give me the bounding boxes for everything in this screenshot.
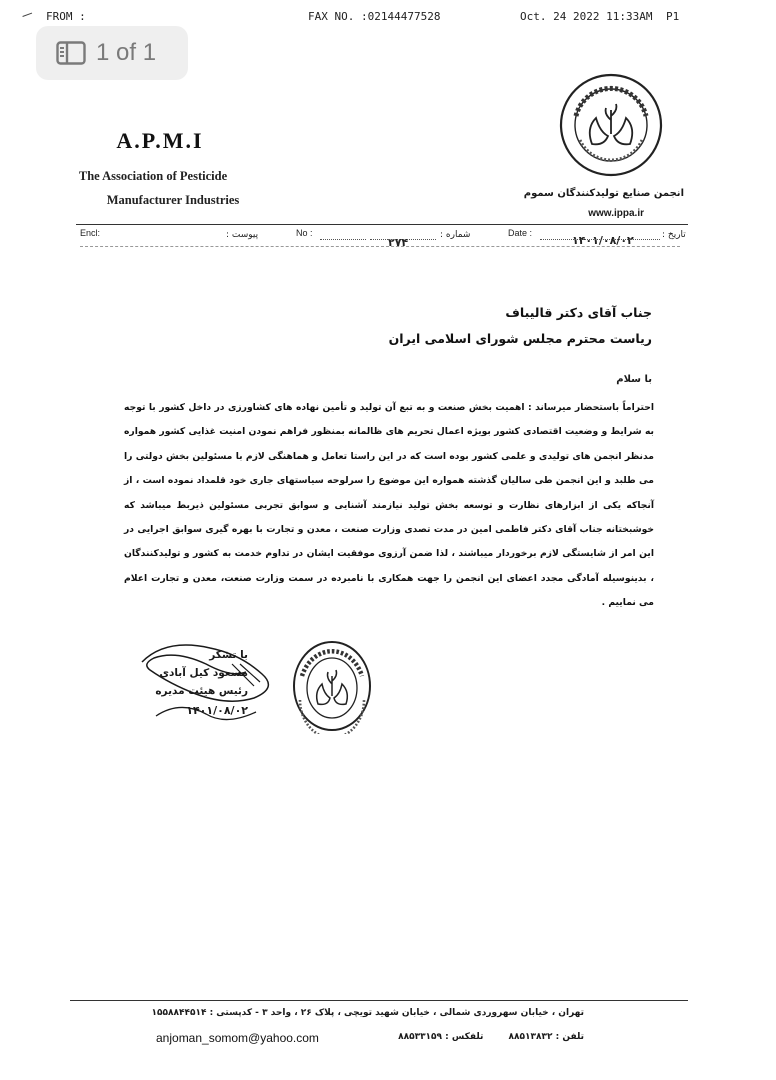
org-name (0, 164, 320, 212)
footer-email[interactable]: anjoman_somom@yahoo.com (156, 1031, 319, 1045)
recipient-title: ریاست محترم مجلس شورای اسلامی ایران (388, 331, 652, 346)
encl-label-fa: پیوست : (226, 230, 259, 240)
letter-date: ۱۴۰۱/۰۸/۰۲ (572, 234, 634, 247)
page-indicator-text: 1 of 1 (96, 39, 157, 66)
letter-body: احتراماً باستحضار میرساند : اهمیت بخش صنعت و به تبع آن تولید و تأمین نهاده های کشاورزی در داخل کشور با توجه به شرایط و وضعیت اقتصادی کشور بویژه اعمال تحریم های ظالمانه بمنظور فراهم نمودن امنیت غذایی کشور همواره مدنظر انجمن های تولیدی و علمی کشور بوده است که در این راستا تعامل و هماهنگی لازم با مسئولین بخش دولتی را می طلبد و این انجمن طی سالیان گذشته همواره این موضوع را سرلوحه سیاستهای جاری خود قلمداد نموده است ، از آنجاکه یکی از ابزارهای نظارت و توسعه بخش تولید نیازمند آشنایی و سوابق تجربی مسئولین ذیربط میباشد که خوشبختانه جناب آقای دکتر فاطمی امین در مدت تصدی وزارت صنعت ، معدن و تجارت با بهره گیری سوابق اجرایی در این امر از شایستگی لازم برخوردار میباشند ، لذا ضمن آرزوی موفقیت ایشان در تداوم خدمت به کشور و تولیدکنندگان ، بدینوسیله آمادگی مجدد اعضای این انجمن را جهت همکاری با نامبرده در سمت وزارت صنعت، معدن و تجارت اعلام می نماییم . (124, 402, 654, 609)
org-website: www.ippa.ir (588, 208, 644, 219)
header-divider (76, 224, 688, 225)
fax-from-label: FROM : (46, 10, 86, 23)
number-dots (320, 239, 366, 240)
number-label-fa: شماره : (440, 230, 471, 240)
footer-phone: تلفن : ۸۸۵۱۳۸۳۲ (508, 1032, 584, 1042)
page-indicator[interactable] (36, 26, 188, 80)
number-dots-fa (370, 239, 436, 240)
association-logo (556, 70, 666, 180)
letterhead-english (0, 128, 320, 212)
signer-name: مسعود کیل آبادی (159, 667, 248, 679)
footer-address: تهران ، خیابان سهروردی شمالی ، خیابان شهید تویچی ، پلاک ۲۶ ، واحد ۳ - کدپستی : ۱۵۵۸۸۴۴۵۱۴ (151, 1008, 584, 1018)
recipient-block (380, 300, 652, 352)
footer-contact (380, 1032, 584, 1042)
org-name-line1: The Association of Pesticide (78, 169, 228, 183)
reference-underline (80, 246, 680, 247)
page-view-icon (56, 41, 86, 65)
salutation: با سلام (616, 374, 652, 385)
closing-thanks: با تشکر (209, 649, 248, 661)
footer-divider (70, 1000, 688, 1001)
footer-fax: تلفکس : ۸۸۵۳۳۱۵۹ (398, 1032, 484, 1042)
org-name-line2: Manufacturer Industries (106, 193, 240, 207)
encl-label: Encl: (80, 228, 101, 238)
signer-title: رئیس هیئت مدیره (155, 685, 248, 697)
fax-datetime: Oct. 24 2022 11:33AM (520, 10, 653, 23)
signature-date: ۱۴۰۱/۰۸/۰۲ (186, 704, 248, 717)
reference-row (0, 228, 776, 248)
date-label-fa: تاریخ : (662, 230, 686, 240)
association-stamp (290, 638, 374, 734)
letter-number: ۲۷۴ (388, 236, 409, 249)
date-label: Date : (508, 228, 533, 238)
fax-number: FAX NO. :02144477528 (308, 10, 441, 23)
fax-page: P1 (666, 10, 680, 23)
number-label: No : (296, 228, 313, 238)
date-dots (540, 239, 660, 240)
closing-block (142, 646, 248, 720)
org-acronym: A.P.M.I (116, 128, 204, 153)
org-name-persian: انجمن صنایع تولیدکنندگان سموم (523, 188, 684, 199)
recipient-name: جناب آقای دکتر قالیباف (505, 305, 652, 320)
